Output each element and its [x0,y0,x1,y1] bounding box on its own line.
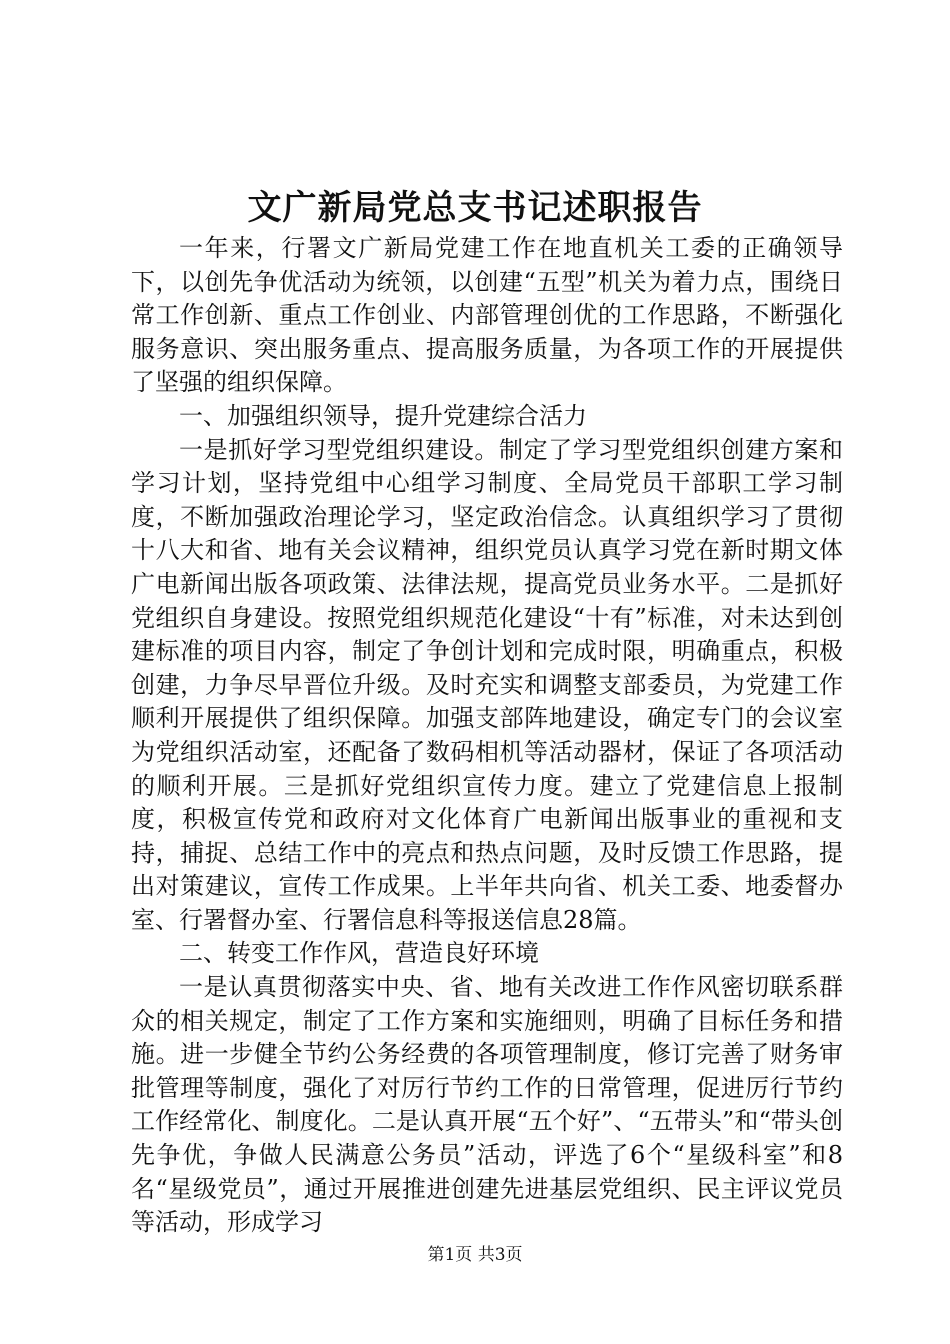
section-1-paragraph: 一是抓好学习型党组织建设。制定了学习型党组织创建方案和学习计划，坚持党组中心组学习制度、全局党员干部职工学习制度，不断加强政治理论学习，坚定政治信念。认真组织学习了贯彻十八大和省、地有关会议精神，组织党员认真学习党在新时期文体广电新闻出版各项政策、法律法规，提高党员业务水平。二是抓好党组织自身建设。按照党组织规范化建设“十有”标准，对未达到创建标准的项目内容，制定了争创计划和完成时限，明确重点，积极创建，力争尽早晋位升级。及时充实和调整支部委员，为党建工作顺利开展提供了组织保障。加强支部阵地建设，确定专门的会议室为党组织活动室，还配备了数码相机等活动器材，保证了各项活动的顺利开展。三是抓好党组织宣传力度。建立了党建信息上报制度，积极宣传党和政府对文化体育广电新闻出版事业的重视和支持，捕捉、总结工作中的亮点和热点问题，及时反馈工作思路，提出对策建议，宣传工作成果。上半年共向省、机关工委、地委督办室、行署督办室、行署信息科等报送信息28篇。 [131,435,843,934]
page-footer: 第1页 共3页 [427,1245,523,1265]
section-heading-2: 二、转变工作作风，营造良好环境 [179,939,539,968]
intro-paragraph: 一年来，行署文广新局党建工作在地直机关工委的正确领导下，以创先争优活动为统领，以创建“五型”机关为着力点，围绕日常工作创新、重点工作创业、内部管理创优的工作思路，不断强化服务意识、突出服务重点、提高服务质量，为各项工作的开展提供了坚强的组织保障。 [131,234,843,397]
section-2-paragraph: 一是认真贯彻落实中央、省、地有关改进工作作风密切联系群众的相关规定，制定了工作方案和实施细则，明确了目标任务和措施。进一步健全节约公务经费的各项管理制度，修订完善了财务审批管理等制度，强化了对厉行节约工作的日常管理，促进厉行节约工作经常化、制度化。二是认真开展“五个好”、“五带头”和“带头创先争优，争做人民满意公务员”活动，评选了6个“星级科室”和8名“星级党员”，通过开展推进创建先进基层党组织、民主评议党员等活动，形成学习 [131,973,843,1237]
document-title: 文广新局党总支书记述职报告 [247,188,703,228]
document-body [131,232,843,1240]
section-heading-1: 一、加强组织领导，提升党建综合活力 [179,401,587,430]
